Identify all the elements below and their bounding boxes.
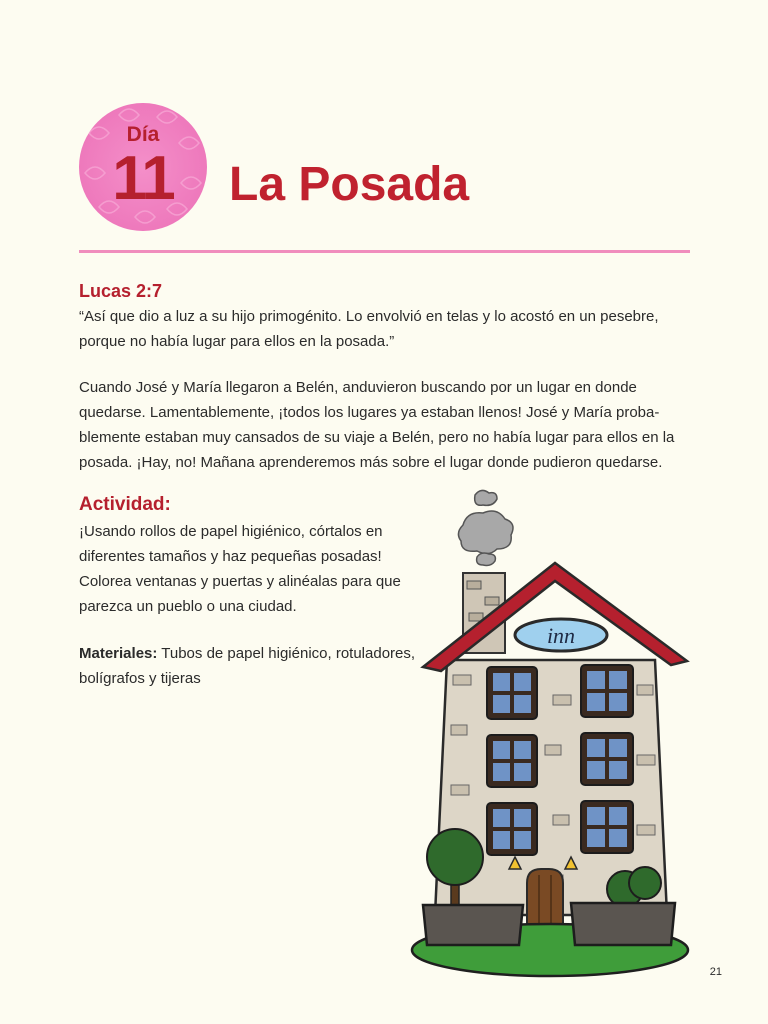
activity-text: ¡Usando rollos de papel higiénico, córtalos en diferentes tamaños y haz pequeñas posadas! Colorea ventanas y puertas y alinéalas para que parezca un pueblo o una ciudad. [79,523,401,615]
page-number: 21 [709,966,722,978]
materials-paragraph [79,641,419,691]
inn-sign-text: inn [546,623,576,648]
inn-building-illustration [405,485,695,980]
story-paragraph: Cuando José y María llegaron a Belén, anduvieron buscando por un lugar en donde quedarse. Lamentablemente, ¡todos los lugares ya estaban llenos! José y María proba- blemente estaban muy cansados de su viaje a Belén, pero no había lugar para ellos en la posada. ¡Hay, no! Mañana aprenderemos más sobre el lugar donde pudieron quedarse. [79,379,675,471]
day-badge [79,103,207,231]
materials-text: Tubos de papel higiénico, rotuladores, bolígrafos y tijeras [79,645,416,687]
verse-quote: “Así que dio a luz a su hijo primogénito. Lo envolvió en telas y lo acostó en un pesebre, porque no había lugar para ellos en la posada.” [79,308,659,350]
day-number: 11 [112,144,174,213]
smoke-icon [458,490,513,565]
verse-reference: Lucas 2:7 [79,281,163,301]
day-label: Día [126,123,160,146]
materials-label: Materiales: [79,645,158,662]
title-divider [79,250,690,253]
activity-heading: Actividad: [79,494,171,515]
page-title: La Posada [229,158,470,211]
